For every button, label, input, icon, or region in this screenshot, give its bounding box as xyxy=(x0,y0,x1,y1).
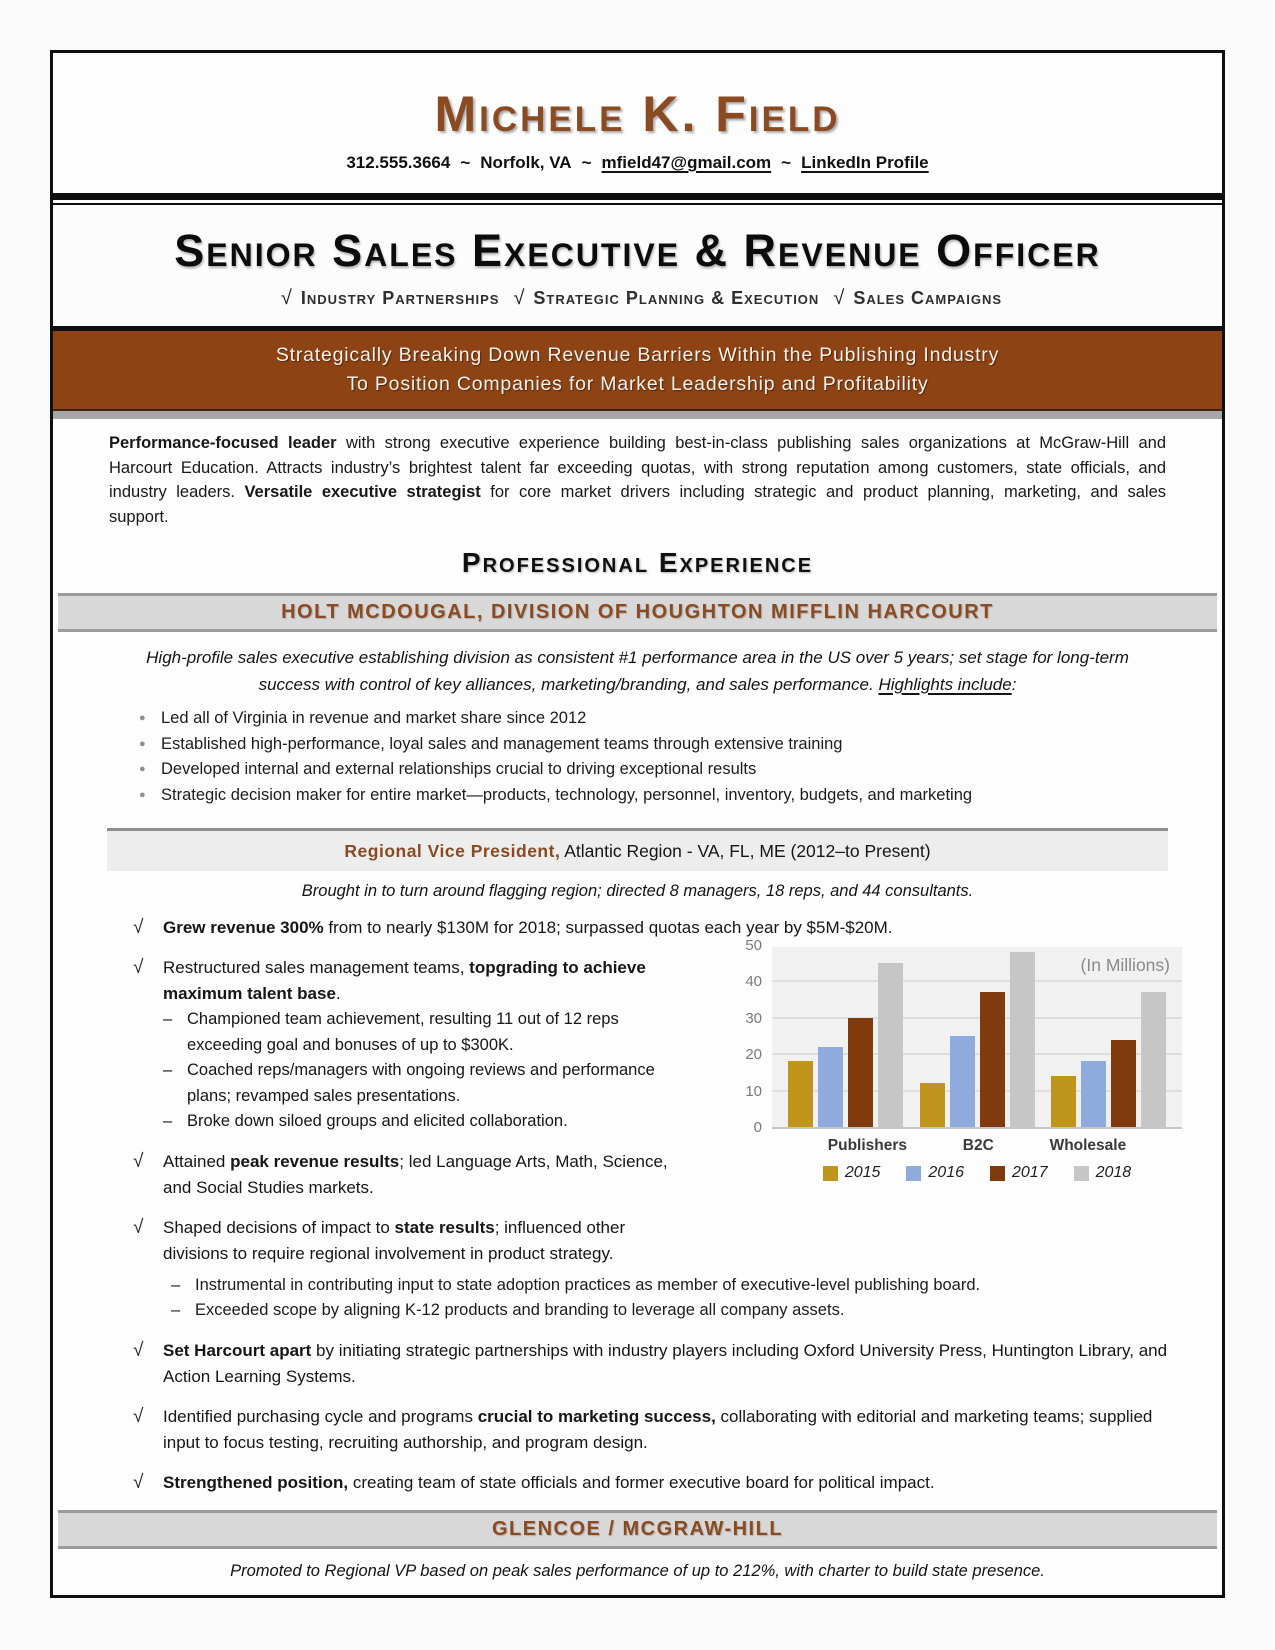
achievement-text: Strengthened position, creating team of state officials and former executive board for political impact. xyxy=(163,1472,935,1492)
legend-label-2015: 2015 xyxy=(844,1164,881,1181)
company-bullets xyxy=(139,706,1166,808)
achievement-item xyxy=(133,915,1174,941)
achievement-item xyxy=(133,1338,1174,1390)
achievement-text: Shaped decisions of impact to state results; influenced other divisions to require regional involvement in product strategy. xyxy=(163,1217,626,1263)
bullet-text: Established high-performance, loyal sales and management teams through extensive training xyxy=(161,734,843,753)
dash-icon: – xyxy=(171,1275,181,1294)
y-axis-label: 50 xyxy=(745,937,762,954)
tagline-line2: To Position Companies for Market Leadership and Profitability xyxy=(346,373,929,395)
legend-label-2016: 2016 xyxy=(928,1164,964,1181)
chart-category-labels xyxy=(772,1137,1182,1155)
bar-b2c-2018 xyxy=(1010,952,1035,1127)
bullet-icon: ● xyxy=(139,737,146,750)
legend-item-2017 xyxy=(990,1164,1048,1182)
promotion-note: Promoted to Regional VP based on peak sales performance of up to 212%, with charter to build state presence. xyxy=(230,1561,1045,1580)
achievement-text: Identified purchasing cycle and programs crucial to marketing success, collaborating with editorial and marketing teams; supplied input to focus testing, recruiting authorship, and program design. xyxy=(163,1406,1153,1452)
legend-swatch-2018 xyxy=(1074,1166,1089,1181)
achievement-text: Grew revenue 300% from to nearly $130M for 2018; surpassed quotas each year by $5M-$20M. xyxy=(163,918,893,937)
highlights-underlined: Highlights include xyxy=(878,675,1012,694)
sub-bullet-item xyxy=(163,1058,688,1109)
bar-group-b2c xyxy=(920,947,1035,1127)
y-axis-label: 20 xyxy=(745,1046,762,1064)
revenue-chart xyxy=(732,937,1182,1182)
bar-publishers-2018 xyxy=(878,963,903,1127)
candidate-name: Michele K. Field xyxy=(434,86,841,142)
achievement-text: Restructured sales management teams, topgrading to achieve maximum talent base. – Championed team achievement, resulting 11 out of 12 reps exceeding goal and bonuses of up to $300K. – Coached reps/managers with ongoing reviews and performance plans; revamped sales presentations. – Broke down siloed groups and elicited collaboration. xyxy=(163,955,688,1135)
check-icon: √ xyxy=(133,1471,144,1493)
legend-swatch-2016 xyxy=(906,1166,921,1181)
sub-bullet-text: Exceeded scope by aligning K-12 products and branding to leverage all company assets. xyxy=(195,1301,845,1319)
check-icon: √ xyxy=(133,1216,144,1238)
achievement-item xyxy=(133,1470,1174,1496)
sub-bullet-text: Broke down siloed groups and elicited collaboration. xyxy=(187,1112,568,1130)
sub-bullet-item xyxy=(171,1273,1166,1299)
check-icon: √ xyxy=(513,287,526,309)
y-axis-label: 0 xyxy=(753,1119,762,1136)
dash-icon: – xyxy=(163,1061,173,1079)
achievements-left-column xyxy=(133,941,688,1267)
check-icon: √ xyxy=(133,1150,144,1172)
tagline-banner xyxy=(53,331,1222,411)
check-icon: √ xyxy=(833,287,846,309)
achievement-item xyxy=(133,1404,1174,1456)
tilde-separator: ~ xyxy=(460,153,471,172)
contact-line xyxy=(53,153,1222,173)
state-results-sub-bullets xyxy=(171,1273,1166,1324)
tilde-separator: ~ xyxy=(781,153,792,172)
bar-b2c-2015 xyxy=(920,1083,945,1127)
sub-bullet-item xyxy=(163,1109,688,1135)
category-label-publishers: Publishers xyxy=(827,1137,908,1154)
bars-area xyxy=(772,947,1182,1127)
bullet-item xyxy=(139,732,1166,758)
bar-wholesale-2015 xyxy=(1051,1076,1076,1127)
company-banner-glencoe: GLENCOE / MCGRAW-HILL xyxy=(58,1510,1217,1549)
sub-bullet-item xyxy=(163,1007,688,1058)
legend-swatch-2017 xyxy=(990,1166,1005,1181)
bullet-icon: ● xyxy=(139,763,146,775)
section-heading-professional-experience: Professional Experience xyxy=(461,547,814,578)
achievement-item xyxy=(133,955,688,1135)
qualifier-sales-campaigns: Sales Campaigns xyxy=(853,288,1003,308)
legend-item-2015 xyxy=(823,1164,881,1182)
thick-rule xyxy=(53,193,1222,200)
tagline-line1: Strategically Breaking Down Revenue Barriers Within the Publishing Industry xyxy=(275,344,1000,366)
bullet-icon: ● xyxy=(139,788,146,801)
sub-bullet-text: Coached reps/managers with ongoing reviews and performance plans; revamped sales presentations. xyxy=(187,1061,655,1105)
role-banner xyxy=(107,828,1168,871)
achievements-top xyxy=(133,915,1174,941)
role-details: Atlantic Region - VA, FL, ME (2012–to Present) xyxy=(560,841,931,861)
bullet-icon: ● xyxy=(139,712,146,724)
bullet-text: Led all of Virginia in revenue and market share since 2012 xyxy=(161,709,587,727)
phone-number: 312.555.3664 xyxy=(346,153,451,172)
role-intro: Brought in to turn around flagging region; directed 8 managers, 18 reps, and 44 consultants. xyxy=(301,882,974,900)
legend-item-2018 xyxy=(1074,1164,1132,1182)
resume-page xyxy=(50,50,1225,1598)
legend-swatch-2015 xyxy=(823,1166,838,1181)
company-banner-holt: HOLT MCDOUGAL, DIVISION OF HOUGHTON MIFFLIN HARCOURT xyxy=(58,593,1217,632)
achievement-text: Set Harcourt apart by initiating strategic partnerships with industry players including Oxford University Press, Huntington Library, and Action Learning Systems. xyxy=(163,1340,1168,1386)
chart-legend xyxy=(772,1164,1182,1182)
two-column-area xyxy=(133,937,1182,1267)
location: Norfolk, VA xyxy=(480,153,572,172)
sub-bullet-item xyxy=(171,1298,1166,1324)
tilde-separator: ~ xyxy=(581,153,592,172)
qualifier-industry-partnerships: Industry Partnerships xyxy=(300,288,500,308)
legend-item-2016 xyxy=(906,1164,964,1182)
achievement-item xyxy=(133,1149,688,1201)
bar-publishers-2017 xyxy=(848,1018,873,1127)
check-icon: √ xyxy=(133,1405,144,1427)
check-icon: √ xyxy=(133,917,144,938)
bar-wholesale-2018 xyxy=(1141,992,1166,1127)
check-icon: √ xyxy=(280,287,293,309)
check-icon: √ xyxy=(133,1339,144,1361)
qualifier-strategic-planning: Strategic Planning & Execution xyxy=(533,288,820,308)
title-section xyxy=(53,205,1222,326)
bar-publishers-2015 xyxy=(788,1061,813,1127)
category-label-b2c: B2C xyxy=(962,1137,994,1154)
bar-group-publishers xyxy=(788,947,903,1127)
company-intro-text: High-profile sales executive establishing division as consistent #1 performance area in the US over 5 years; set stage for long-term success with control of key alliances, marketing/branding, and sales performance. xyxy=(146,648,1129,694)
summary-paragraph: Performance-focused leader with strong executive experience building best-in-class publishing sales organizations at McGraw-Hill and Harcourt Education. Attracts industry’s brightest talent far exceeding quotas, with strong reputation among customers, state officials, and industry leaders. Versatile executive strategist for core market drivers including strategic and product planning, marketing, and sales support. xyxy=(109,434,1166,526)
job-title: Senior Sales Executive & Revenue Officer xyxy=(174,225,1101,276)
bar-b2c-2017 xyxy=(980,992,1005,1127)
bullet-item xyxy=(139,783,1166,809)
legend-label-2017: 2017 xyxy=(1012,1164,1048,1181)
banner-shadow xyxy=(53,411,1222,419)
qualifiers-line xyxy=(53,287,1222,310)
bullet-text: Developed internal and external relationships crucial to driving exceptional results xyxy=(161,760,757,778)
achievements-bottom xyxy=(133,1338,1174,1496)
legend-label-2018: 2018 xyxy=(1095,1164,1132,1181)
achievement-item xyxy=(133,1215,688,1267)
dash-icon: – xyxy=(171,1301,181,1319)
bullet-item xyxy=(139,706,1166,732)
chart-column xyxy=(688,937,1182,1267)
bullet-item xyxy=(139,757,1166,783)
company-intro xyxy=(115,644,1160,698)
bar-publishers-2016 xyxy=(818,1047,843,1127)
dash-icon: – xyxy=(163,1010,173,1028)
dash-icon: – xyxy=(163,1112,173,1130)
linkedin-link[interactable]: LinkedIn Profile xyxy=(801,153,929,172)
sub-bullet-text: Instrumental in contributing input to state adoption practices as member of executive-level publishing board. xyxy=(195,1275,981,1294)
sub-bullet-text: Championed team achievement, resulting 11 out of 12 reps exceeding goal and bonuses of up to $300K. xyxy=(187,1010,619,1054)
check-icon: √ xyxy=(133,957,144,978)
achievement-text: Attained peak revenue results; led Language Arts, Math, Science, and Social Studies markets. xyxy=(163,1151,668,1197)
chart-title: (In Millions) xyxy=(1080,955,1170,975)
bar-wholesale-2016 xyxy=(1081,1061,1106,1127)
bullet-text: Strategic decision maker for entire market—products, technology, personnel, inventory, budgets, and marketing xyxy=(161,785,973,804)
header xyxy=(53,53,1222,193)
bar-group-wholesale xyxy=(1051,947,1166,1127)
category-label-wholesale: Wholesale xyxy=(1049,1137,1127,1154)
y-axis-label: 10 xyxy=(745,1082,762,1100)
y-axis-label: 30 xyxy=(745,1009,762,1027)
role-title: Regional Vice President, xyxy=(344,841,561,861)
bar-wholesale-2017 xyxy=(1111,1040,1136,1127)
bar-b2c-2016 xyxy=(950,1036,975,1127)
y-axis-label: 40 xyxy=(745,973,762,991)
chart-plot xyxy=(745,937,1182,1136)
intro-colon: : xyxy=(1011,675,1017,694)
email-link[interactable]: mfield47@gmail.com xyxy=(601,153,772,172)
